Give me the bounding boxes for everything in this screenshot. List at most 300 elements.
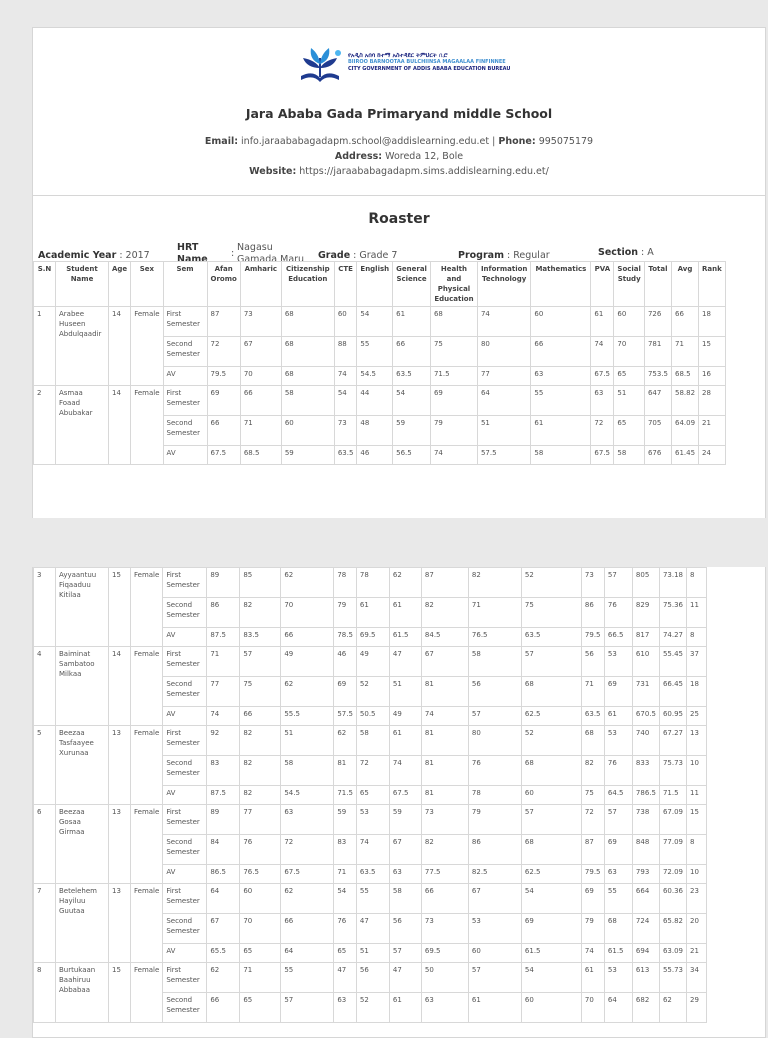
student-number: 2: [34, 386, 56, 465]
roaster-title: Roaster: [368, 211, 430, 227]
student-name: Ayyaantuu Fiqaaduu Kitilaa: [56, 568, 109, 647]
student-sex: Female: [131, 963, 163, 1023]
score-cell: 53: [468, 914, 521, 944]
score-cell: 60: [614, 307, 645, 337]
student-name: Burtukaan Baahiruu Abbabaa: [56, 963, 109, 1023]
school-name: Jara Ababa Gada Primaryand middle School: [245, 106, 553, 121]
score-cell: 60: [521, 993, 581, 1023]
score-cell: 60: [468, 944, 521, 963]
score-cell: 61: [591, 307, 614, 337]
score-cell: 82: [421, 598, 468, 628]
semester-cell: AV: [163, 786, 207, 805]
score-cell: 61.5: [389, 628, 421, 647]
total-cell: 724: [632, 914, 659, 944]
score-cell: 84: [207, 835, 240, 865]
rank-cell: 16: [699, 367, 726, 386]
score-cell: 66: [531, 337, 591, 367]
score-cell: 74: [477, 307, 530, 337]
student-number: 4: [34, 647, 56, 726]
table-row: [34, 884, 707, 914]
avg-cell: 55.73: [659, 963, 686, 993]
score-cell: 53: [356, 805, 389, 835]
score-cell: 63.5: [393, 367, 431, 386]
score-cell: 56: [468, 677, 521, 707]
score-cell: 70: [614, 337, 645, 367]
score-cell: 68: [581, 726, 604, 756]
score-cell: 67.5: [591, 446, 614, 465]
rank-cell: 10: [687, 756, 707, 786]
roaster-table-continued: [33, 567, 707, 1023]
score-cell: 77: [240, 805, 281, 835]
score-cell: 64: [604, 993, 632, 1023]
score-cell: 73: [421, 914, 468, 944]
score-cell: 62: [281, 568, 334, 598]
academic-year-label: Academic Year: [38, 250, 117, 261]
score-cell: 66: [393, 337, 431, 367]
score-cell: 86: [581, 598, 604, 628]
score-cell: 69: [430, 386, 477, 416]
total-cell: 753.5: [644, 367, 671, 386]
score-cell: 78.5: [334, 628, 357, 647]
avg-cell: 71.5: [659, 786, 686, 805]
total-cell: 726: [644, 307, 671, 337]
score-cell: 79.5: [581, 628, 604, 647]
address-line: [33, 149, 765, 164]
score-cell: 64: [207, 884, 240, 914]
avg-cell: 74.27: [659, 628, 686, 647]
score-cell: 56: [356, 963, 389, 993]
avg-cell: 60.95: [659, 707, 686, 726]
total-cell: 848: [632, 835, 659, 865]
score-cell: 88: [334, 337, 357, 367]
score-cell: 49: [281, 647, 334, 677]
student-number: 6: [34, 805, 56, 884]
table-row: [34, 726, 707, 756]
semester-cell: AV: [163, 865, 207, 884]
score-cell: 52: [356, 677, 389, 707]
student-name: Beezaa Gosaa Girmaa: [56, 805, 109, 884]
score-cell: 62.5: [521, 865, 581, 884]
score-cell: 63.5: [334, 446, 357, 465]
score-cell: 82: [240, 598, 281, 628]
score-cell: 59: [281, 446, 334, 465]
semester-cell: AV: [163, 367, 207, 386]
rank-cell: 28: [699, 386, 726, 416]
report-header: [33, 40, 765, 196]
total-cell: 676: [644, 446, 671, 465]
academic-year-value: : 2017: [119, 250, 150, 261]
score-cell: 82: [581, 756, 604, 786]
avg-cell: 75.36: [659, 598, 686, 628]
score-cell: 65: [240, 944, 281, 963]
score-cell: 81: [421, 677, 468, 707]
score-cell: 66: [207, 993, 240, 1023]
score-cell: 75: [430, 337, 477, 367]
rank-cell: 34: [687, 963, 707, 993]
score-cell: 58: [531, 446, 591, 465]
score-cell: 76: [604, 598, 632, 628]
score-cell: 82: [240, 786, 281, 805]
student-name: Asmaa Foaad Abubakar: [56, 386, 109, 465]
rank-cell: 20: [687, 914, 707, 944]
score-cell: 66: [207, 416, 240, 446]
score-cell: 61: [468, 993, 521, 1023]
score-cell: 62: [281, 884, 334, 914]
score-cell: 68.5: [240, 446, 281, 465]
logo-line-amharic: የአዲስ አበባ ከተማ አስተዳደር ትምህርት ቢሮ: [348, 52, 448, 59]
score-cell: 68: [281, 307, 334, 337]
score-cell: 73: [240, 307, 281, 337]
score-cell: 74: [207, 707, 240, 726]
table-row: [34, 805, 707, 835]
score-cell: 69: [604, 677, 632, 707]
score-cell: 71.5: [334, 786, 357, 805]
column-header: Age: [109, 262, 131, 307]
semester-cell: Second Semester: [163, 337, 207, 367]
score-cell: 54.5: [357, 367, 393, 386]
grade-label: Grade: [318, 250, 351, 261]
avg-cell: 71: [671, 337, 698, 367]
score-cell: 53: [604, 647, 632, 677]
score-cell: 79: [430, 416, 477, 446]
score-cell: 81: [421, 786, 468, 805]
total-cell: 793: [632, 865, 659, 884]
score-cell: 86: [468, 835, 521, 865]
semester-cell: Second Semester: [163, 835, 207, 865]
score-cell: 62.5: [521, 707, 581, 726]
score-cell: 74: [581, 944, 604, 963]
score-cell: 59: [334, 805, 357, 835]
score-cell: 64.5: [604, 786, 632, 805]
total-cell: 647: [644, 386, 671, 416]
semester-cell: Second Semester: [163, 598, 207, 628]
rank-cell: 15: [687, 805, 707, 835]
score-cell: 71: [207, 647, 240, 677]
score-cell: 77.5: [421, 865, 468, 884]
score-cell: 57: [468, 963, 521, 993]
score-cell: 68: [521, 677, 581, 707]
semester-cell: Second Semester: [163, 416, 207, 446]
score-cell: 74: [591, 337, 614, 367]
column-header: Amharic: [240, 262, 281, 307]
avg-cell: 61.45: [671, 446, 698, 465]
student-age: 13: [109, 884, 131, 963]
logo-line-english: CITY GOVERNMENT OF ADDIS ABABA EDUCATION BUREAU: [348, 66, 511, 72]
column-header: Total: [644, 262, 671, 307]
column-header: Rank: [699, 262, 726, 307]
score-cell: 57: [468, 707, 521, 726]
score-cell: 70: [581, 993, 604, 1023]
rank-cell: 10: [687, 865, 707, 884]
score-cell: 63.5: [521, 628, 581, 647]
student-age: 15: [109, 963, 131, 1023]
semester-cell: AV: [163, 707, 207, 726]
semester-cell: First Semester: [163, 568, 207, 598]
rank-cell: 21: [687, 944, 707, 963]
score-cell: 46: [357, 446, 393, 465]
score-cell: 72: [591, 416, 614, 446]
avg-cell: 77.09: [659, 835, 686, 865]
program: [458, 250, 550, 261]
score-cell: 74: [334, 367, 357, 386]
semester-cell: Second Semester: [163, 993, 207, 1023]
score-cell: 75: [521, 598, 581, 628]
score-cell: 68: [281, 337, 334, 367]
logo-line-oromo: BIIROO BARNOOTAA BULCHIINSA MAGAALAA FINFINNEE: [348, 59, 506, 65]
score-cell: 60: [240, 884, 281, 914]
hrt-label-line1: HRT: [177, 242, 199, 253]
avg-cell: 66: [671, 307, 698, 337]
score-cell: 85: [240, 568, 281, 598]
avg-cell: 67.27: [659, 726, 686, 756]
score-cell: 77: [207, 677, 240, 707]
total-cell: 613: [632, 963, 659, 993]
score-cell: 64: [477, 386, 530, 416]
score-cell: 74: [389, 756, 421, 786]
column-header: Avg: [671, 262, 698, 307]
semester-cell: First Semester: [163, 805, 207, 835]
hrt-name-line2: Gamada Maru: [237, 254, 305, 265]
score-cell: 51: [614, 386, 645, 416]
rank-cell: 23: [687, 884, 707, 914]
score-cell: 61: [393, 307, 431, 337]
student-age: 13: [109, 726, 131, 805]
score-cell: 71.5: [430, 367, 477, 386]
score-cell: 62: [334, 726, 357, 756]
score-cell: 57: [604, 568, 632, 598]
contact-block: [33, 134, 765, 179]
score-cell: 73: [334, 416, 357, 446]
column-header: Sem: [163, 262, 207, 307]
score-cell: 51: [281, 726, 334, 756]
score-cell: 48: [357, 416, 393, 446]
score-cell: 67: [207, 914, 240, 944]
score-cell: 82: [421, 835, 468, 865]
score-cell: 75: [240, 677, 281, 707]
score-cell: 63.5: [581, 707, 604, 726]
score-cell: 52: [356, 993, 389, 1023]
score-cell: 67.5: [389, 786, 421, 805]
score-cell: 68: [604, 914, 632, 944]
score-cell: 56.5: [393, 446, 431, 465]
score-cell: 76: [240, 835, 281, 865]
score-cell: 64: [281, 944, 334, 963]
book-logo-icon: [295, 46, 345, 86]
score-cell: 89: [207, 568, 240, 598]
student-sex: Female: [131, 647, 163, 726]
score-cell: 54: [393, 386, 431, 416]
score-cell: 66: [421, 884, 468, 914]
avg-cell: 62: [659, 993, 686, 1023]
score-cell: 51: [389, 677, 421, 707]
grade-value: : Grade 7: [353, 250, 398, 261]
column-header: S.N: [34, 262, 56, 307]
score-cell: 57: [240, 647, 281, 677]
hrt-name-line1: Nagasu: [237, 242, 273, 253]
score-cell: 79: [334, 598, 357, 628]
score-cell: 61: [389, 598, 421, 628]
score-cell: 79: [581, 914, 604, 944]
score-cell: 80: [477, 337, 530, 367]
report-page-2: [32, 567, 766, 1038]
score-cell: 70: [281, 598, 334, 628]
email-label: Email:: [204, 136, 239, 147]
score-cell: 87: [207, 307, 240, 337]
score-cell: 59: [393, 416, 431, 446]
score-cell: 71: [240, 416, 281, 446]
score-cell: 65: [240, 993, 281, 1023]
score-cell: 79: [468, 805, 521, 835]
student-sex: Female: [131, 726, 163, 805]
semester-cell: AV: [163, 944, 207, 963]
score-cell: 83.5: [240, 628, 281, 647]
score-cell: 59: [389, 805, 421, 835]
report-page-1: [32, 27, 766, 518]
student-number: 5: [34, 726, 56, 805]
rank-cell: 15: [699, 337, 726, 367]
score-cell: 66: [240, 707, 281, 726]
semester-cell: AV: [163, 446, 207, 465]
score-cell: 76.5: [240, 865, 281, 884]
score-cell: 73: [421, 805, 468, 835]
score-cell: 74: [356, 835, 389, 865]
score-cell: 79.5: [207, 367, 240, 386]
score-cell: 82: [240, 726, 281, 756]
score-cell: 78: [334, 568, 357, 598]
program-label: Program: [458, 250, 504, 261]
score-cell: 76: [604, 756, 632, 786]
score-cell: 72: [581, 805, 604, 835]
column-header: English: [357, 262, 393, 307]
student-age: 15: [109, 568, 131, 647]
score-cell: 61: [389, 993, 421, 1023]
score-cell: 87: [421, 568, 468, 598]
score-cell: 63: [604, 865, 632, 884]
rank-cell: 21: [699, 416, 726, 446]
avg-cell: 67.09: [659, 805, 686, 835]
score-cell: 77: [477, 367, 530, 386]
email-phone-line: [33, 134, 765, 149]
score-cell: 83: [207, 756, 240, 786]
separator: |: [489, 136, 499, 147]
student-name: Arabee Huseen Abdulqaadir: [56, 307, 109, 386]
student-sex: Female: [131, 805, 163, 884]
score-cell: 89: [207, 805, 240, 835]
website-label: Website:: [249, 166, 297, 177]
score-cell: 87: [581, 835, 604, 865]
score-cell: 70: [240, 914, 281, 944]
score-cell: 55.5: [281, 707, 334, 726]
avg-cell: 64.09: [671, 416, 698, 446]
column-header: Mathematics: [531, 262, 591, 307]
score-cell: 55: [356, 884, 389, 914]
score-cell: 58: [468, 647, 521, 677]
score-cell: 66: [240, 386, 281, 416]
score-cell: 78: [356, 568, 389, 598]
score-cell: 55: [357, 337, 393, 367]
column-header: Social Study: [614, 262, 645, 307]
column-header: Student Name: [56, 262, 109, 307]
score-cell: 71: [468, 598, 521, 628]
score-cell: 49: [356, 647, 389, 677]
score-cell: 61.5: [604, 944, 632, 963]
student-sex: Female: [131, 386, 163, 465]
score-cell: 78: [468, 786, 521, 805]
score-cell: 55: [531, 386, 591, 416]
semester-cell: Second Semester: [163, 914, 207, 944]
total-cell: 738: [632, 805, 659, 835]
avg-cell: 73.18: [659, 568, 686, 598]
student-age: 14: [109, 307, 131, 386]
score-cell: 46: [334, 647, 357, 677]
total-cell: 682: [632, 993, 659, 1023]
student-age: 13: [109, 805, 131, 884]
table-header-row: [34, 262, 726, 307]
score-cell: 70: [240, 367, 281, 386]
score-cell: 81: [334, 756, 357, 786]
email-value[interactable]: info.jaraababagadapm.school@addislearning.edu.et: [241, 136, 490, 147]
semester-cell: Second Semester: [163, 677, 207, 707]
score-cell: 82: [240, 756, 281, 786]
score-cell: 69: [521, 914, 581, 944]
website-value[interactable]: https://jaraababagadapm.sims.addislearning.edu.et/: [299, 166, 549, 177]
score-cell: 74: [430, 446, 477, 465]
score-cell: 82.5: [468, 865, 521, 884]
table-row: [34, 386, 726, 416]
score-cell: 58: [356, 726, 389, 756]
score-cell: 57: [521, 647, 581, 677]
total-cell: 817: [632, 628, 659, 647]
rank-cell: 29: [687, 993, 707, 1023]
semester-cell: First Semester: [163, 307, 207, 337]
score-cell: 72: [356, 756, 389, 786]
rank-cell: 13: [687, 726, 707, 756]
total-cell: 731: [632, 677, 659, 707]
score-cell: 86: [207, 598, 240, 628]
score-cell: 83: [334, 835, 357, 865]
score-cell: 72: [281, 835, 334, 865]
score-cell: 67: [389, 835, 421, 865]
total-cell: 670.5: [632, 707, 659, 726]
score-cell: 79.5: [581, 865, 604, 884]
score-cell: 66.5: [604, 628, 632, 647]
total-cell: 829: [632, 598, 659, 628]
score-cell: 61: [356, 598, 389, 628]
total-cell: 610: [632, 647, 659, 677]
score-cell: 69.5: [421, 944, 468, 963]
score-cell: 86.5: [207, 865, 240, 884]
score-cell: 69: [604, 835, 632, 865]
score-cell: 71: [581, 677, 604, 707]
score-cell: 72: [207, 337, 240, 367]
score-cell: 49: [389, 707, 421, 726]
score-cell: 68: [521, 756, 581, 786]
academic-year: [38, 250, 150, 261]
student-sex: Female: [131, 307, 163, 386]
rank-cell: 11: [687, 598, 707, 628]
score-cell: 47: [389, 647, 421, 677]
score-cell: 68: [521, 835, 581, 865]
score-cell: 54.5: [281, 786, 334, 805]
score-cell: 67: [468, 884, 521, 914]
score-cell: 63: [281, 805, 334, 835]
total-cell: 786.5: [632, 786, 659, 805]
score-cell: 71: [240, 963, 281, 993]
student-age: 14: [109, 647, 131, 726]
score-cell: 67.5: [591, 367, 614, 386]
table-row: [34, 568, 707, 598]
score-cell: 53: [604, 963, 632, 993]
